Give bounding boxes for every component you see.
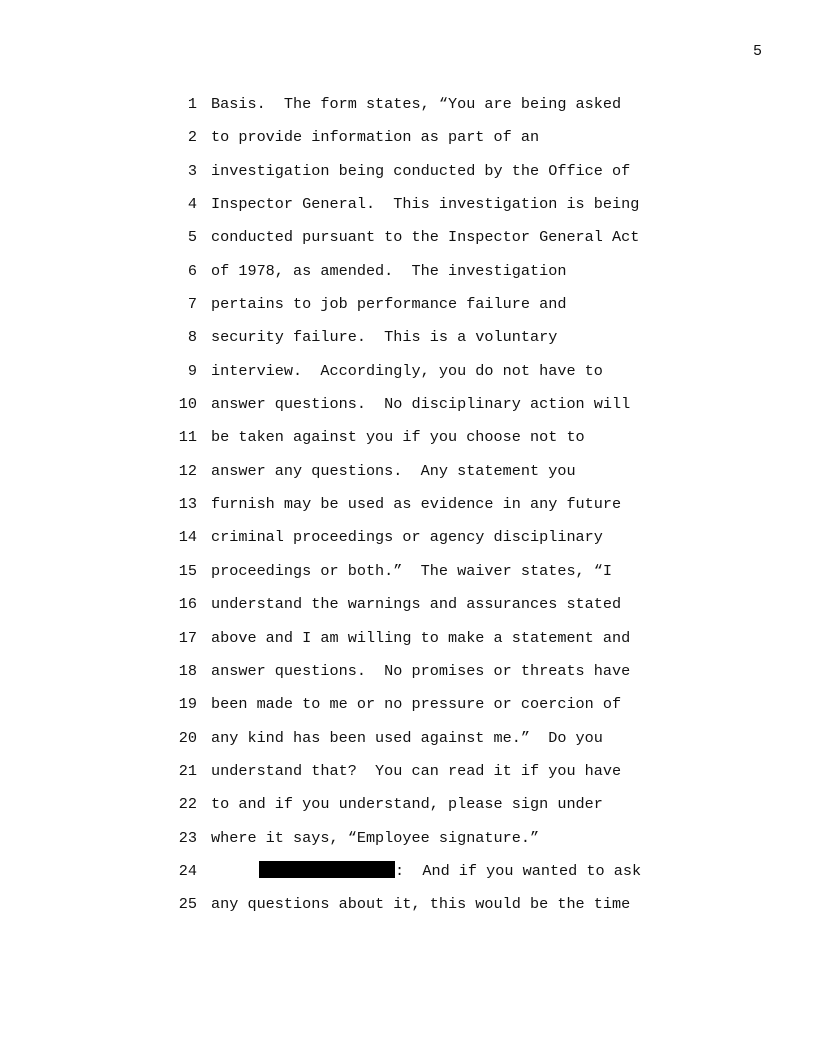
line-number: 16 [178, 595, 197, 614]
redacted-speaker-name [259, 861, 395, 878]
line-number: 13 [178, 495, 197, 514]
line-number: 7 [187, 295, 197, 314]
transcript-line [170, 761, 730, 794]
transcript-line [170, 161, 730, 194]
line-number: 8 [187, 328, 197, 347]
line-number: 3 [187, 161, 197, 180]
transcript-line [170, 461, 730, 494]
transcript-line [170, 227, 730, 260]
line-text: been made to me or no pressure or coercion of [211, 695, 622, 714]
line-number: 15 [178, 561, 197, 580]
transcript-line [170, 261, 730, 294]
line-number: 21 [178, 761, 197, 780]
line-number: 1 [187, 95, 197, 113]
transcript-line [170, 728, 730, 761]
line-number: 18 [178, 661, 197, 680]
line-text: be taken against you if you choose not to [211, 428, 585, 447]
line-number: 6 [187, 261, 197, 280]
line-number: 4 [187, 195, 197, 214]
speaker-line-content [211, 861, 641, 881]
line-number: 10 [178, 395, 197, 414]
line-text: proceedings or both.” The waiver states, “I [211, 561, 613, 580]
line-number: 20 [178, 728, 197, 747]
line-text: Inspector General. This investigation is being [211, 195, 640, 214]
line-number: 24 [178, 861, 197, 880]
line-text: answer questions. No disciplinary action will [211, 395, 631, 414]
line-text: furnish may be used as evidence in any future [211, 495, 622, 514]
line-number: 11 [178, 428, 197, 447]
transcript-line [170, 894, 730, 927]
transcript-line [170, 194, 730, 227]
line-text: of 1978, as amended. The investigation [211, 261, 567, 280]
transcript-line [170, 427, 730, 460]
line-text: security failure. This is a voluntary [211, 328, 558, 347]
line-number: 17 [178, 628, 197, 647]
transcript-line [170, 561, 730, 594]
transcript-line [170, 294, 730, 327]
line-number: 22 [178, 795, 197, 814]
transcript-line [170, 828, 730, 861]
line-number: 23 [178, 828, 197, 847]
transcript-line [170, 127, 730, 160]
line-text: interview. Accordingly, you do not have to [211, 361, 603, 380]
line-text: pertains to job performance failure and [211, 295, 567, 314]
line-number: 9 [187, 361, 197, 380]
line-number: 2 [187, 128, 197, 147]
page-number: 5 [752, 43, 762, 60]
transcript-line [170, 661, 730, 694]
transcript-line [170, 327, 730, 360]
line-text: where it says, “Employee signature.” [211, 828, 540, 847]
transcript-line [170, 694, 730, 727]
line-text: above and I am willing to make a statement and [211, 628, 631, 647]
transcript-line [170, 861, 730, 894]
line-number: 5 [187, 228, 197, 247]
transcript-line [170, 94, 730, 127]
line-text: answer questions. No promises or threats have [211, 661, 631, 680]
line-text: investigation being conducted by the Office of [211, 161, 631, 180]
transcript-line [170, 527, 730, 560]
transcript-line [170, 394, 730, 427]
line-text: : And if you wanted to ask [395, 861, 642, 880]
line-text: Basis. The form states, “You are being asked [211, 95, 622, 113]
line-text: understand the warnings and assurances stated [211, 595, 622, 614]
line-text: answer any questions. Any statement you [211, 461, 576, 480]
transcript-body [170, 94, 730, 928]
transcript-line [170, 361, 730, 394]
line-number: 25 [178, 895, 197, 914]
line-text: to provide information as part of an [211, 128, 540, 147]
line-text: to and if you understand, please sign under [211, 795, 603, 814]
line-number: 19 [178, 695, 197, 714]
line-text: conducted pursuant to the Inspector General Act [211, 228, 640, 247]
transcript-line [170, 794, 730, 827]
line-text: any kind has been used against me.” Do you [211, 728, 603, 747]
line-text: any questions about it, this would be the time [211, 895, 631, 914]
transcript-line [170, 594, 730, 627]
line-number: 14 [178, 528, 197, 547]
line-text: understand that? You can read it if you have [211, 761, 622, 780]
line-number: 12 [178, 461, 197, 480]
transcript-line [170, 494, 730, 527]
transcript-line [170, 628, 730, 661]
line-text: criminal proceedings or agency disciplinary [211, 528, 603, 547]
